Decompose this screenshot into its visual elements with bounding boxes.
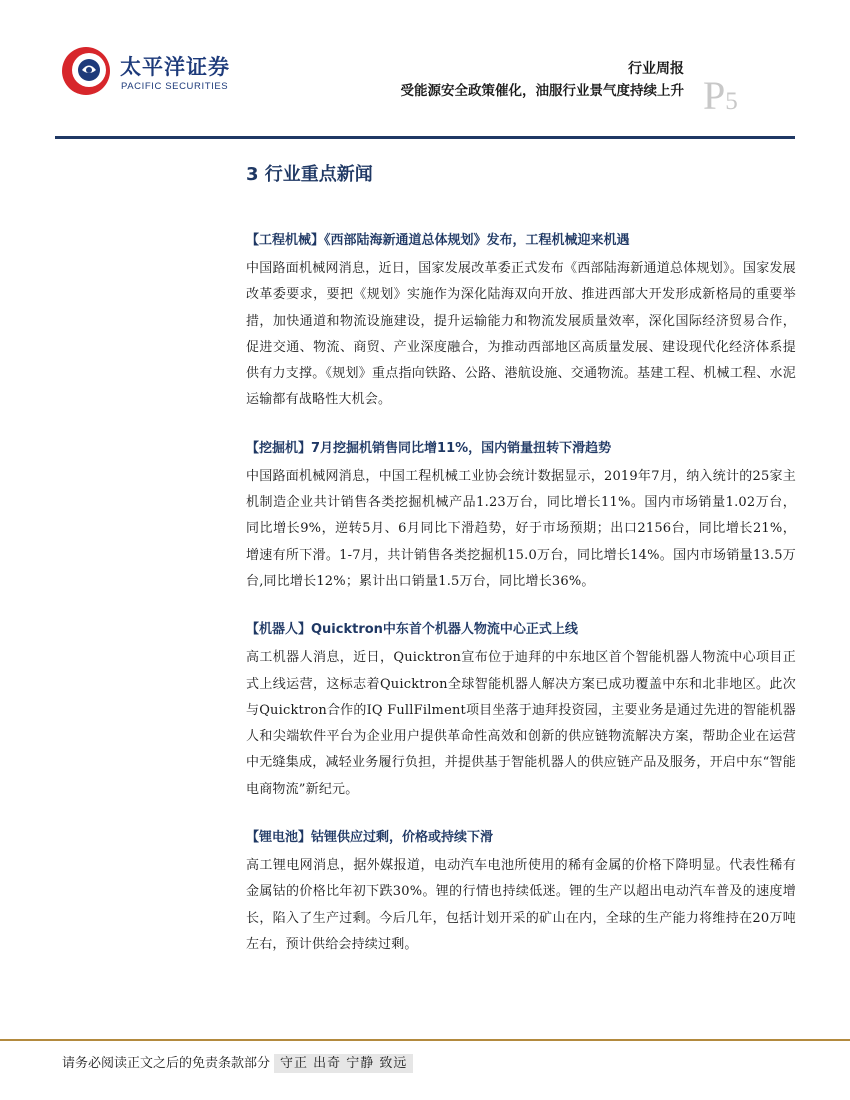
news-headline: 【锂电池】钴锂供应过剩，价格或持续下滑 — [246, 830, 494, 846]
report-type: 行业周报 — [628, 61, 684, 77]
footer-motto: 守正 出奇 宁静 致远 — [274, 1054, 413, 1073]
page-number: 5 — [725, 88, 738, 115]
footer-disclaimer: 请务必阅读正文之后的免责条款部分 — [62, 1056, 271, 1071]
news-item — [246, 438, 796, 595]
news-headline: 【挖掘机】7月挖掘机销售同比增11%，国内销量扭转下滑趋势 — [246, 440, 612, 456]
news-item — [246, 230, 796, 414]
company-logo — [60, 45, 250, 105]
news-body: 高工机器人消息，近日，Quicktron宣布位于迪拜的中东地区首个智能机器人物流中心项目正式上线运营，这标志着Quicktron全球智能机器人解决方案已成功覆盖中东和北非地区。此次与Quicktron合作的IQ FullFilment项目坐落于迪拜投资园，主要业务是通过先进的智能机器人和尖端软件平台为企业用户提供革命性高效和创新的供应链物流解决方案，帮助企业在运营中无缝集成，减轻业务履行负担，并提供基于智能机器人的供应链产品及服务，开启中东“智能电商物流”新纪元。 — [246, 650, 796, 797]
page-number-mark — [703, 72, 738, 119]
main-content — [246, 160, 796, 982]
news-body: 中国路面机械网消息，近日，国家发展改革委正式发布《西部陆海新通道总体规划》。国家发展改革委要求，要把《规划》实施作为深化陆海双向开放、推进西部大开发形成新格局的重要举措，加快通道和物流设施建设，提升运输能力和物流发展质量效率，深化国际经济贸易合作，促进交通、物流、商贸、产业深度融合，为推动西部地区高质量发展、建设现代化经济体系提供有力支撑。《规划》重点指向铁路、公路、港航设施、交通物流。基建工程、机械工程、水泥运输都有战略性大机会。 — [246, 261, 796, 408]
news-item — [246, 827, 796, 958]
logo-chinese-name: 太平洋证券 — [120, 55, 230, 79]
section-title: 3 行业重点新闻 — [246, 164, 373, 185]
footer-divider — [0, 1039, 850, 1041]
page-letter: P — [703, 73, 726, 118]
news-body: 中国路面机械网消息，中国工程机械工业协会统计数据显示，2019年7月，纳入统计的25家主机制造企业共计销售各类挖掘机械产品1.23万台，同比增长11%。国内市场销量1.02万台，同比增长9%，逆转5月、6月同比下滑趋势，好于市场预期；出口2156台，同比增长21%，增速有所下滑。1-7月，共计销售各类挖掘机15.0万台，同比增长14%。国内市场销量13.5万台,同比增长12%；累计出口销量1.5万台，同比增长36%。 — [246, 468, 796, 589]
news-body: 高工锂电网消息，据外媒报道，电动汽车电池所使用的稀有金属的价格下降明显。代表性稀有金属钴的价格比年初下跌30%。锂的行情也持续低迷。锂的生产以超出电动汽车普及的速度增长，陷入了生产过剩。今后几年，包括计划开采的矿山在内，全球的生产能力将维持在20万吨左右，预计供给会持续过剩。 — [246, 858, 796, 952]
header-divider — [55, 136, 795, 139]
news-item — [246, 619, 796, 803]
pacific-securities-logo-icon — [60, 45, 112, 97]
news-headline: 【工程机械】《西部陆海新通道总体规划》发布，工程机械迎来机遇 — [246, 233, 630, 248]
report-title: 受能源安全政策催化，油服行业景气度持续上升 — [400, 83, 684, 99]
page-footer — [62, 1052, 413, 1071]
news-headline: 【机器人】Quicktron中东首个机器人物流中心正式上线 — [246, 622, 578, 638]
logo-english-name: PACIFIC SECURITIES — [121, 81, 229, 92]
page-header — [0, 0, 850, 140]
